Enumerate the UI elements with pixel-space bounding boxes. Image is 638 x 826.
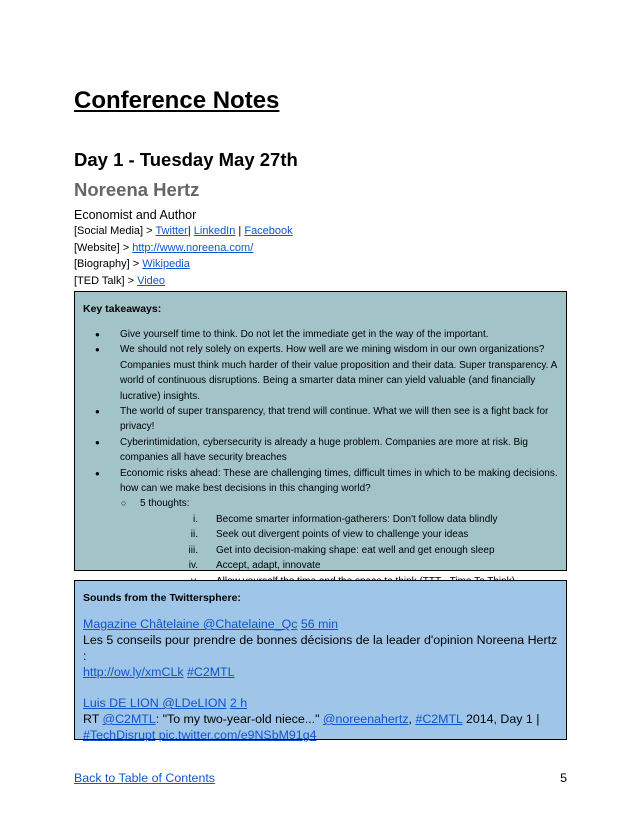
twittersphere-heading: Sounds from the Twittersphere: (83, 592, 241, 604)
tweet (83, 695, 558, 743)
thought-item (140, 543, 558, 558)
back-to-toc-link[interactable]: Back to Table of Contents (74, 771, 215, 785)
comma: , (408, 712, 412, 726)
thought-number: iv. (188, 560, 198, 572)
thought-text: Become smarter information-gatherers: Don't follow data blindly (216, 513, 498, 525)
list-item: ● Give yourself time to think. Do not let the immediate get in the way of the important. (83, 327, 558, 342)
sub-list-item (120, 496, 558, 588)
list-item (83, 466, 558, 589)
speaker-role: Economist and Author (74, 208, 197, 222)
tweet-time-link[interactable]: 2 h (229, 696, 248, 710)
twitter-link[interactable]: Twitter (155, 225, 188, 237)
wikipedia-link[interactable]: Wikipedia (142, 258, 190, 270)
thought-text: Get into decision-making shape: eat well and get enough sleep (216, 544, 495, 556)
video-link[interactable]: Video (137, 274, 166, 287)
list-item-text: Economic risks ahead: These are challenging times, difficult times in which to be making decisions. how can we make best decisions in this changing world? (120, 467, 558, 495)
tweet-time-link[interactable]: 56 min (300, 617, 339, 631)
tweet-header (83, 695, 558, 711)
sub-list (120, 496, 558, 588)
hashtag-link[interactable]: #C2MTL (415, 712, 463, 726)
tweet-text: Les 5 conseils pour prendre de bonnes décisions de la leader d'opinion Noreena Hertz : (83, 633, 558, 663)
takeaways-list (83, 327, 558, 589)
day-heading: Day 1 - Tuesday May 27th (74, 149, 298, 170)
pic-link[interactable]: pic.twitter.com/e9NSbM91g4 (158, 728, 317, 742)
hashtag-link[interactable]: #C2MTL (187, 665, 235, 679)
social-media-label: [Social Media] > (74, 225, 153, 237)
website-line (74, 240, 293, 257)
tweet-body (83, 711, 558, 727)
tweet-header (83, 616, 558, 632)
separator: | (187, 225, 191, 237)
sub-list-item-text: 5 thoughts: (140, 498, 190, 510)
ted-talk-line (74, 273, 293, 290)
twittersphere-box (74, 580, 567, 740)
tweet-author-link[interactable]: Luis DE LION @LDeLION (83, 696, 227, 710)
page-number: 5 (560, 771, 567, 785)
thought-item (140, 512, 558, 527)
website-label: [Website] > (74, 241, 130, 254)
tweet (83, 616, 558, 680)
social-media-line (74, 223, 293, 240)
thought-number: ii. (190, 529, 198, 541)
thoughts-list (140, 512, 558, 589)
ted-talk-label: [TED Talk] > (74, 274, 135, 287)
retweet-label: RT (83, 712, 100, 726)
list-item: ● The world of super transparency, that trend will continue. What we will then see is a fight back for privacy! (83, 404, 558, 435)
hashtag-link[interactable]: #TechDisrupt (83, 728, 156, 742)
key-takeaways-box (74, 291, 567, 571)
list-item: ● We should not rely solely on experts. How well are we mining wisdom in our own organizations? Companies must think much harder of their value proposition and their data. Super transparency. A world of continuous disruptions. Being a smarter data miner can yield valuable (and financially lucrative) insights. (83, 342, 558, 404)
thought-text: Accept, adapt, innovate (216, 560, 321, 572)
tweet-author-link[interactable]: Magazine Châtelaine @Chatelaine_Qc (83, 617, 298, 631)
tweet-url-link[interactable]: http://ow.ly/xmCLk (83, 665, 184, 679)
page-title: Conference Notes (74, 87, 280, 114)
linkedin-link[interactable]: LinkedIn (193, 225, 236, 237)
speaker-info (74, 207, 293, 289)
thought-item (140, 527, 558, 542)
tweet-links (83, 664, 558, 680)
website-link[interactable]: http://www.noreena.com/ (132, 241, 254, 254)
thought-text: Seek out divergent points of view to challenge your ideas (216, 529, 469, 541)
mention-link[interactable]: @C2MTL (102, 712, 156, 726)
tweet-text: : "To my two-year-old niece..." (155, 712, 320, 726)
mention-link[interactable]: @noreenahertz (322, 712, 409, 726)
thought-number: iii. (188, 544, 198, 556)
tweet-text: 2014, Day 1 | (465, 712, 540, 726)
list-item: ● Cyberintimidation, cybersecurity is already a huge problem. Companies are more at risk. Big companies all have security breaches (83, 435, 558, 466)
separator: | (238, 225, 242, 237)
speaker-name: Noreena Hertz (74, 179, 200, 200)
tweet-links (83, 727, 558, 743)
key-takeaways-heading: Key takeaways: (83, 303, 162, 315)
thought-number: i. (193, 513, 198, 525)
facebook-link[interactable]: Facebook (244, 225, 293, 237)
biography-label: [Biography] > (74, 258, 140, 270)
biography-line (74, 256, 293, 273)
thought-item (140, 558, 558, 573)
